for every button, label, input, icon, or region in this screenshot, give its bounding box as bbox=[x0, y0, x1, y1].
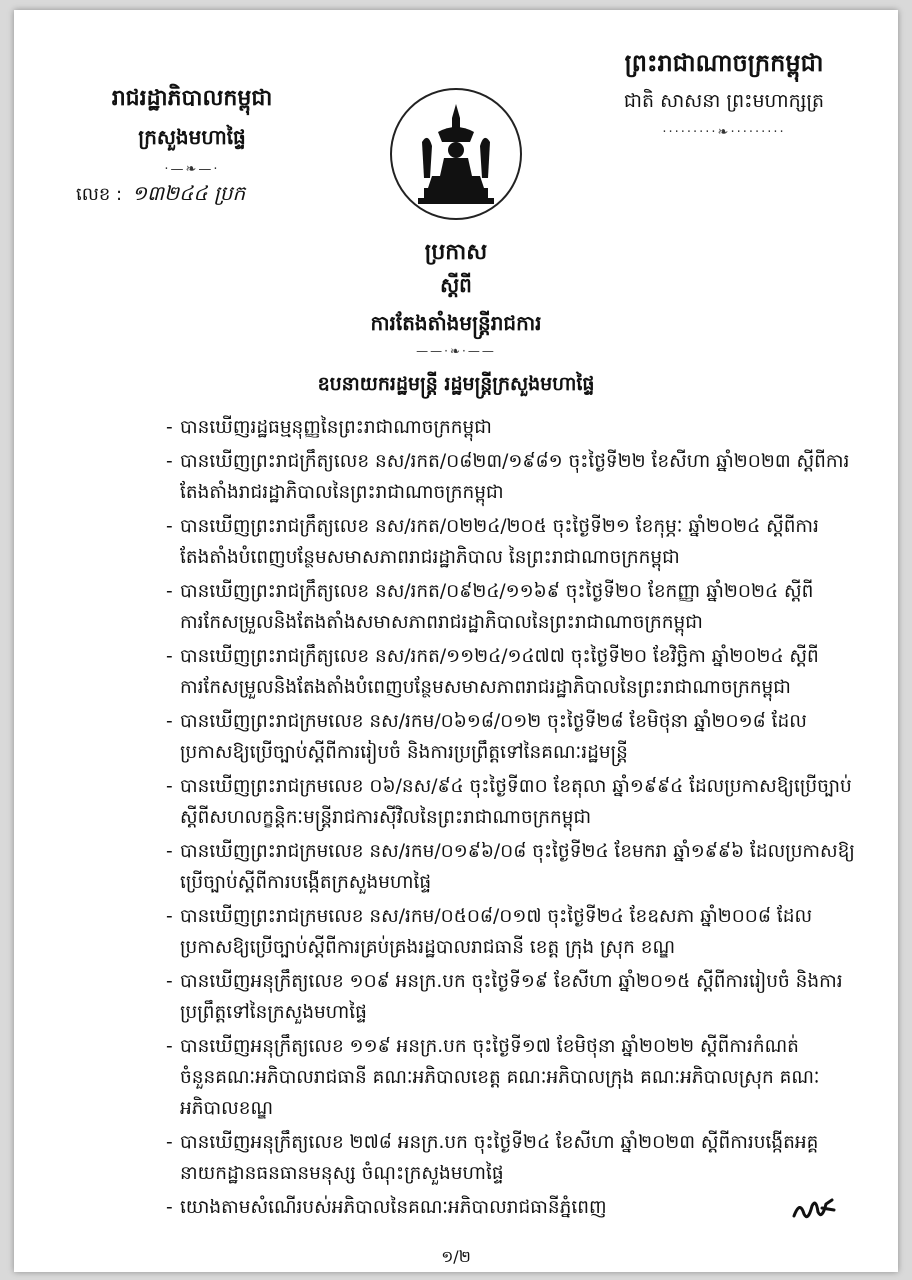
list-item: - បានឃើញព្រះរាជក្រមលេខ ០៦/នស/៩៤ ចុះថ្ងៃទី៣០ ខែតុលា ឆ្នាំ១៩៩៤ ដែលប្រកាសឱ្យប្រើច្បាប់ស្តីពីសហលក្ខន្តិកៈមន្ត្រីរាជការស៊ីវិលនៃព្រះរាជាណាចក្រកម្ពុជា bbox=[166, 776, 852, 828]
list-item: - បានឃើញព្រះរាជក្រឹត្យលេខ នស/រកត/០៨២៣/១៩៨១ ចុះថ្ងៃទី២២ ខែសីហា ឆ្នាំ២០២៣ ស្តីពីការតែងតាំងរាជរដ្ឋាភិបាលនៃព្រះរាជាណាចក្រកម្ពុជា bbox=[166, 451, 850, 503]
considerations-list bbox=[166, 412, 860, 1226]
list-item: - បានឃើញព្រះរាជក្រឹត្យលេខ នស/រកត/១១២៤/១៤៧៧ ចុះថ្ងៃទី២០ ខែវិច្ឆិកា ឆ្នាំ២០២៤ ស្តីពីការកែសម្រួលនិងតែងតាំងបំពេញបន្ថែមសមាសភាពរាជរដ្ឋាភិបាលនៃព្រះរាជាណាចក្រកម្ពុជា bbox=[166, 646, 819, 698]
reference-label: លេខ : bbox=[76, 184, 123, 205]
about-label: ស្តីពី bbox=[440, 273, 472, 297]
ministry-title: ក្រសួងមហាផ្ទៃ bbox=[138, 125, 246, 149]
ornament-divider-icon: ·········❧········· bbox=[662, 125, 786, 140]
issuer-title: ឧបនាយករដ្ឋមន្ត្រី រដ្ឋមន្ត្រីក្រសួងមហាផ្ទៃ bbox=[317, 373, 595, 395]
national-motto: ជាតិ សាសនា ព្រះមហាក្សត្រ bbox=[623, 90, 825, 112]
document-type: ប្រកាស bbox=[424, 239, 488, 265]
royal-emblem-icon bbox=[390, 88, 522, 220]
reference-number: ១៣២៤៤ ប្រក bbox=[131, 181, 246, 205]
list-item: - បានឃើញព្រះរាជក្រឹត្យលេខ នស/រកត/០២២៤/២០៥ ចុះថ្ងៃទី២១ ខែកុម្ភៈ ឆ្នាំ២០២៤ ស្តីពីការតែងតាំងបំពេញបន្ថែមសមាសភាពរាជរដ្ឋាភិបាល នៃព្រះរាជាណាចក្រកម្ពុជា bbox=[166, 516, 819, 568]
list-item: - បានឃើញអនុក្រឹត្យលេខ ១០៩ អនក្រ.បក ចុះថ្ងៃទី១៩ ខែសីហា ឆ្នាំ២០១៥ ស្តីពីការរៀបចំ និងការប្រព្រឹត្តទៅនៃក្រសួងមហាផ្ទៃ bbox=[166, 971, 843, 1023]
kingdom-header bbox=[604, 48, 844, 140]
document-page bbox=[14, 10, 898, 1272]
list-item: - បានឃើញព្រះរាជក្រឹត្យលេខ នស/រកត/០៩២៤/១១៦៩ ចុះថ្ងៃទី២០ ខែកញ្ញា ឆ្នាំ២០២៤ ស្តីពីការកែសម្រួលនិងតែងតាំងសមាសភាពរាជរដ្ឋាភិបាលនៃព្រះរាជាណាចក្រកម្ពុជា bbox=[166, 581, 814, 633]
ministry-header bbox=[72, 84, 312, 177]
list-item: - បានឃើញព្រះរាជក្រមលេខ នស/រកម/០៥០៨/០១៧ ចុះថ្ងៃទី២៤ ខែឧសភា ឆ្នាំ២០០៨ ដែលប្រកាសឱ្យប្រើច្បាប់ស្តីពីការគ្រប់គ្រងរដ្ឋបាលរាជធានី ខេត្ត ក្រុង ស្រុក ខណ្ឌ bbox=[166, 906, 813, 958]
initials-signature-icon bbox=[792, 1196, 836, 1230]
list-item: - បានឃើញអនុក្រឹត្យលេខ ២៧៨ អនក្រ.បក ចុះថ្ងៃទី២៤ ខែសីហា ឆ្នាំ២០២៣ ស្តីពីការបង្កើតអគ្គនាយកដ្ឋានធនធានមនុស្ស ចំណុះក្រសួងមហាផ្ទៃ bbox=[166, 1132, 819, 1184]
list-item: - បានឃើញព្រះរាជក្រមលេខ នស/រកម/០១៩៦/០៨ ចុះថ្ងៃទី២៤ ខែមករា ឆ្នាំ១៩៩៦ ដែលប្រកាសឱ្យប្រើច្បាប់ស្តីពីការបង្កើតក្រសួងមហាផ្ទៃ bbox=[166, 841, 855, 893]
ornament-divider-icon: ·—❧—· bbox=[164, 162, 220, 177]
page-number: ១/២ bbox=[441, 1247, 471, 1266]
kingdom-title: ព្រះរាជាណាចក្រកម្ពុជា bbox=[624, 48, 824, 77]
list-item: - យោងតាមសំណើរបស់អភិបាលនៃគណៈអភិបាលរាជធានីភ្នំពេញ bbox=[166, 1197, 607, 1218]
document-subject: ការតែងតាំងមន្ត្រីរាជការ bbox=[370, 311, 542, 335]
ornament-divider-icon: ——·❧·—— bbox=[416, 344, 496, 358]
list-item: - បានឃើញអនុក្រឹត្យលេខ ១១៩ អនក្រ.បក ចុះថ្ងៃទី១៧ ខែមិថុនា ឆ្នាំ២០២២ ស្តីពីការកំណត់ចំនួនគណៈអភិបាលរាជធានី គណៈអភិបាលខេត្ត គណៈអភិបាលក្រុង គណៈអភិបាលស្រុក គណៈអភិបាលខណ្ឌ bbox=[166, 1036, 820, 1119]
list-item: - បានឃើញរដ្ឋធម្មនុញ្ញនៃព្រះរាជាណាចក្រកម្ពុជា bbox=[166, 417, 492, 438]
list-item: - បានឃើញព្រះរាជក្រមលេខ នស/រកម/០៦១៨/០១២ ចុះថ្ងៃទី២៨ ខែមិថុនា ឆ្នាំ២០១៨ ដែលប្រកាសឱ្យប្រើច្បាប់ស្តីពីការរៀបចំ និងការប្រព្រឹត្តទៅនៃគណៈរដ្ឋមន្ត្រី bbox=[166, 711, 807, 763]
reference-line bbox=[76, 180, 245, 210]
government-title: រាជរដ្ឋាភិបាលកម្ពុជា bbox=[111, 85, 273, 111]
